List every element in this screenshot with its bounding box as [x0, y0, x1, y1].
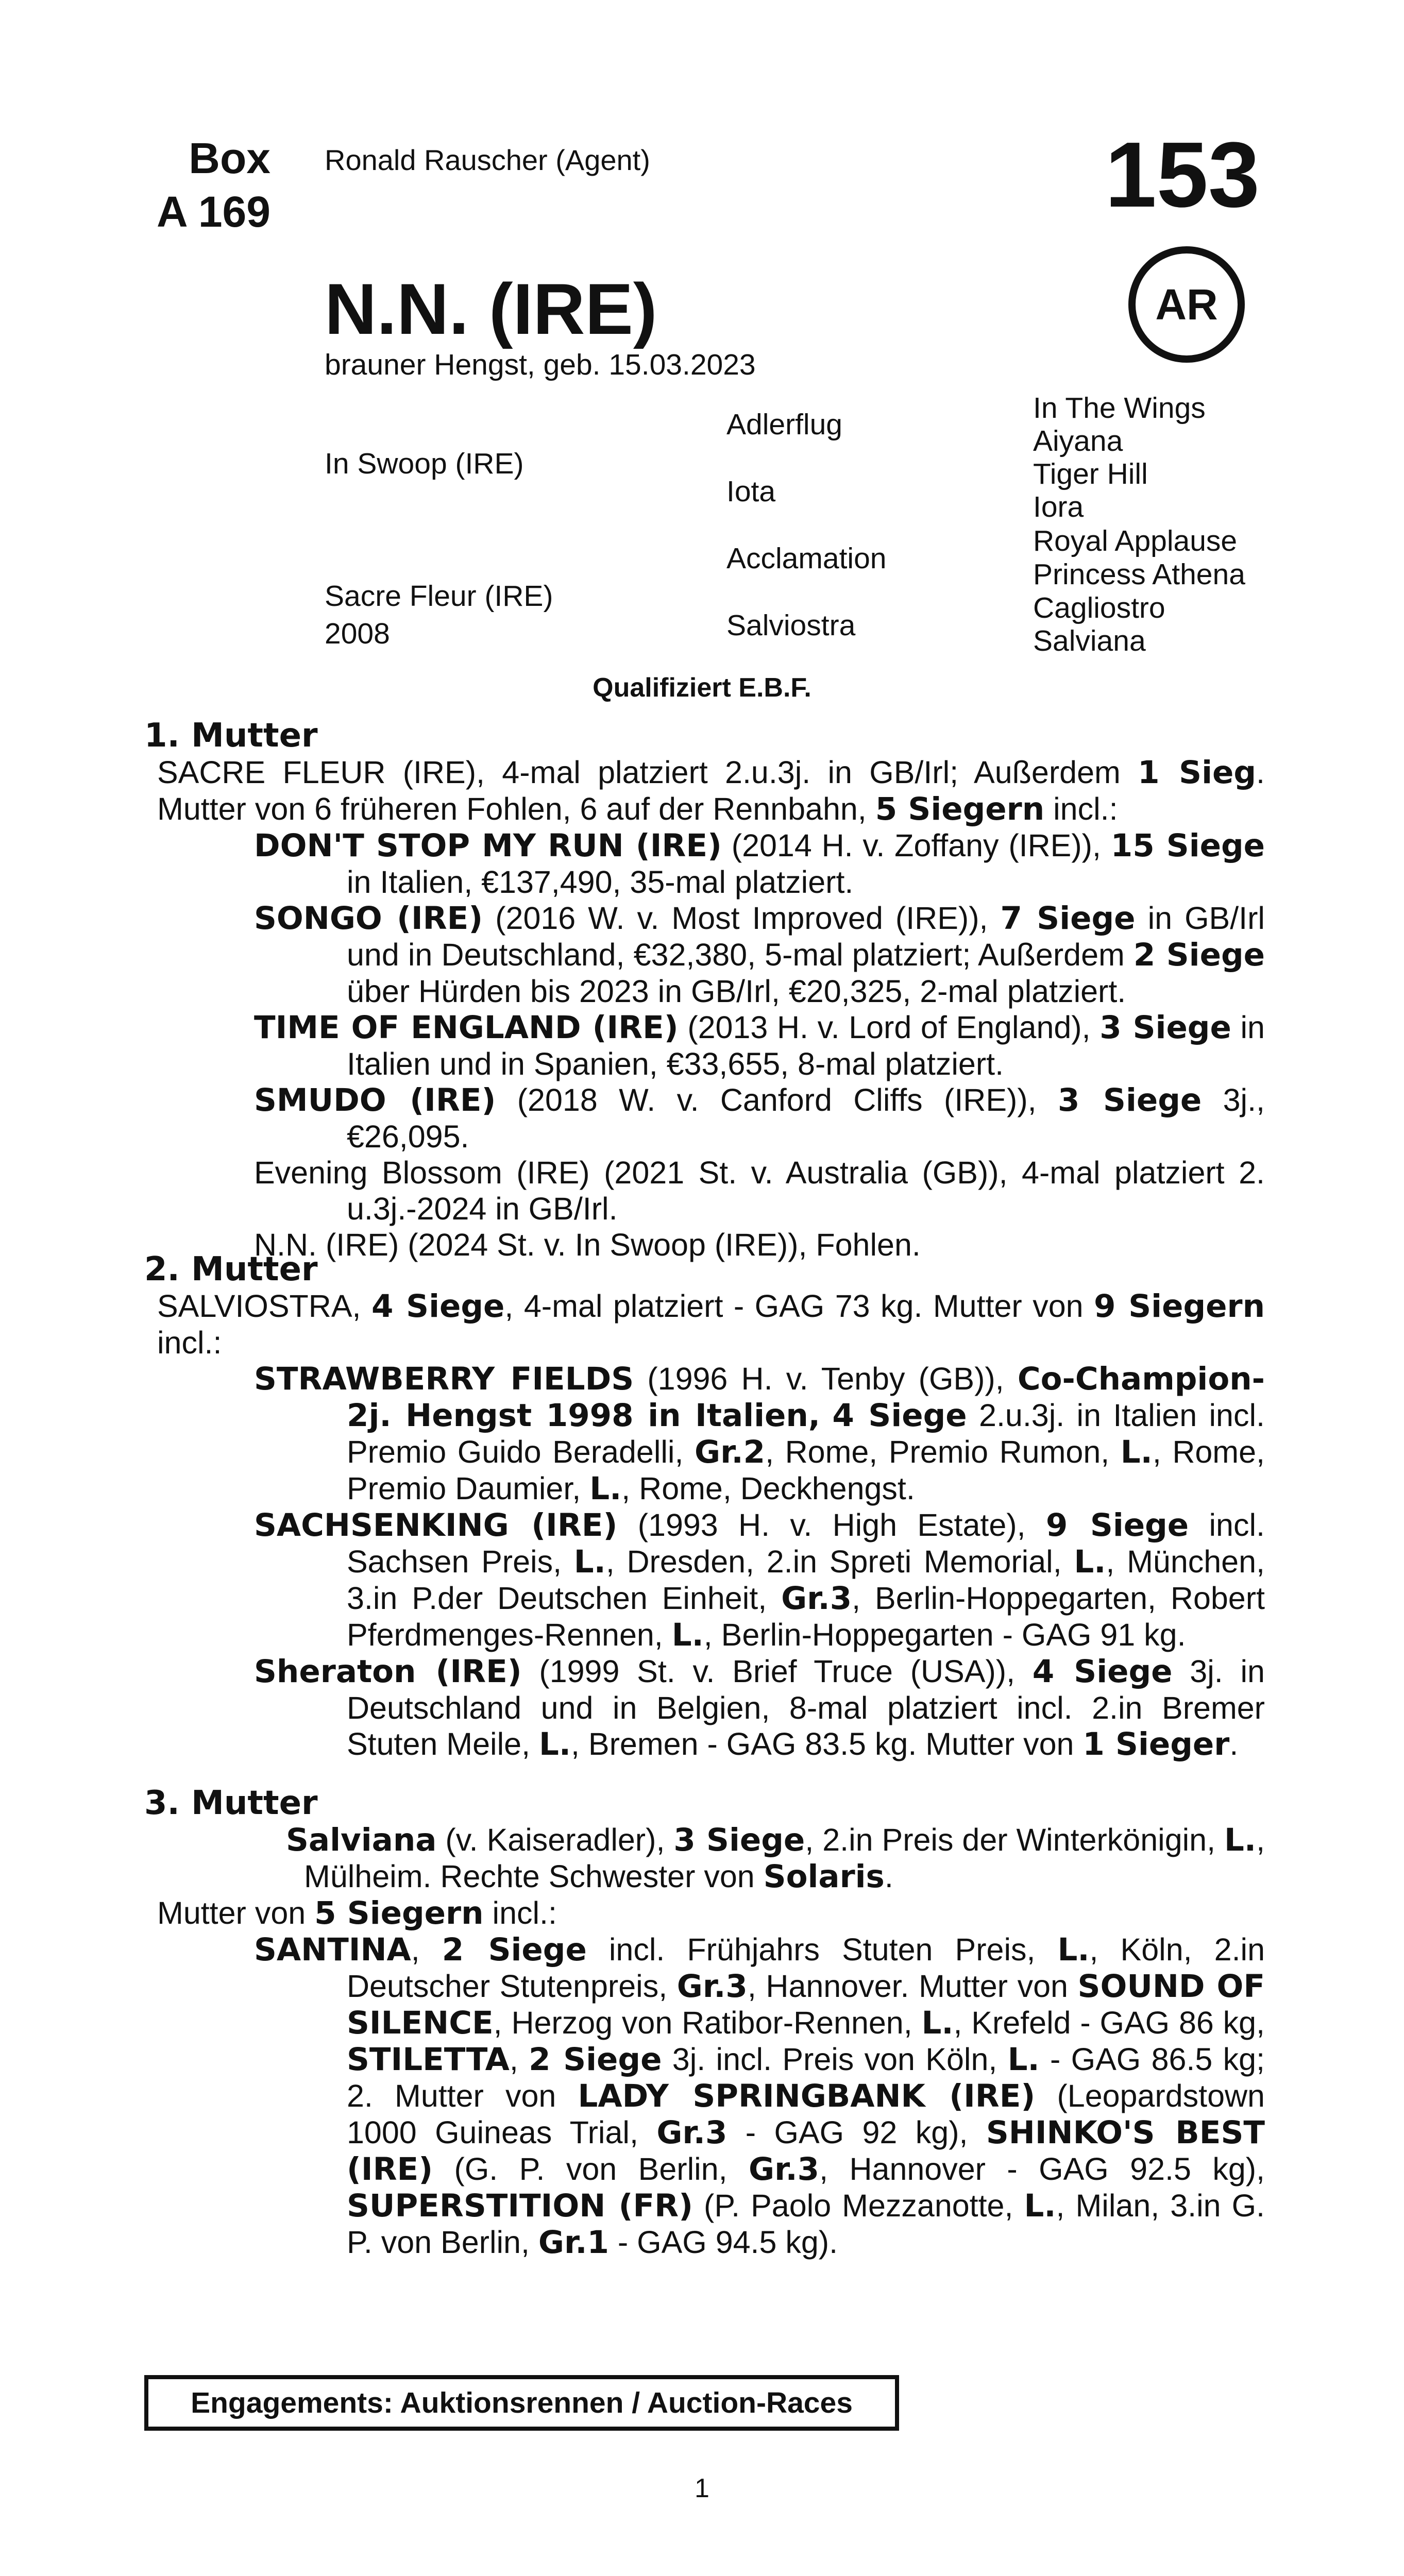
box-label	[129, 131, 270, 239]
foal-entry: STRAWBERRY FIELDS (1996 H. v. Tenby (GB)), Co-Champion-2j. Hengst 1998 in Italien, 4 Siege 2.u.3j. in Italien incl. Premio Guido Beradelli, Gr.2, Rome, Premio Rumon, L., Rome, Premio Daumier, L., Rome, Deckhengst.	[254, 1361, 1265, 1507]
pedigree-great-grandparent: Royal Applause	[1033, 524, 1238, 557]
horse-name: N.N. (IRE)	[325, 268, 657, 349]
foal-entry: SANTINA, 2 Siege incl. Frühjahrs Stuten Preis, L., Köln, 2.in Deutscher Stutenpreis, Gr.3, Hannover. Mutter von SOUND OF SILENCE, Herzog von Ratibor-Rennen, L., Krefeld - GAG 86 kg, STILETTA, 2 Siege 3j. incl. Preis von Köln, L. - GAG 86.5 kg; 2. Mutter von LADY SPRINGBANK (IRE) (Leopardstown 1000 Guineas Trial, Gr.3 - GAG 92 kg), SHINKO'S BEST (IRE) (G. P. von Berlin, Gr.3, Hannover - GAG 92.5 kg), SUPERSTITION (FR) (P. Paolo Mezzanotte, L., Milan, 3.in G. P. von Berlin, Gr.1 - GAG 94.5 kg).	[254, 1931, 1265, 2261]
pedigree-grandparent: Salviostra	[726, 609, 856, 642]
pedigree-grandparent: Adlerflug	[726, 408, 842, 441]
pedigree-great-grandparent: In The Wings	[1033, 392, 1206, 425]
foal-entry: SMUDO (IRE) (2018 W. v. Canford Cliffs (IRE)), 3 Siege 3j., €26,095.	[254, 1082, 1265, 1154]
foal-entry: TIME OF ENGLAND (IRE) (2013 H. v. Lord of England), 3 Siege in Italien und in Spanien, €33,655, 8-mal platziert.	[254, 1009, 1265, 1081]
section-heading: 3. Mutter	[144, 1784, 318, 1822]
foal-entry: SONGO (IRE) (2016 W. v. Most Improved (IRE)), 7 Siege in GB/Irl und in Deutschland, €32,380, 5-mal platziert; Außerdem 2 Siege über Hürden bis 2023 in GB/Irl, €20,325, 2-mal platziert.	[254, 900, 1265, 1009]
pedigree-grandparent: Iota	[726, 475, 776, 508]
agent-name: Ronald Rauscher (Agent)	[325, 144, 650, 176]
horse-description: brauner Hengst, geb. 15.03.2023	[325, 348, 756, 381]
box-label-text: Box	[189, 134, 270, 182]
foal-entry: SACHSENKING (IRE) (1993 H. v. High Estate), 9 Siege incl. Sachsen Preis, L., Dresden, 2.in Spreti Memorial, L., München, 3.in P.der Deutschen Einheit, Gr.3, Berlin-Hoppegarten, Robert Pferdmenges-Rennen, L., Berlin-Hoppegarten - GAG 91 kg.	[254, 1507, 1265, 1653]
foal-entry: DON'T STOP MY RUN (IRE) (2014 H. v. Zoffany (IRE)), 15 Siege in Italien, €137,490, 35-mal platziert.	[254, 827, 1265, 900]
lot-number: 153	[1105, 123, 1260, 227]
pedigree-sire: In Swoop (IRE)	[325, 447, 524, 480]
dam-intro: SACRE FLEUR (IRE), 4-mal platziert 2.u.3j. in GB/Irl; Außerdem 1 Sieg. Mutter von 6 früheren Fohlen, 6 auf der Rennbahn, 5 Siegern incl.:	[157, 754, 1265, 827]
dam-intro: Salviana (v. Kaiseradler), 3 Siege, 2.in Preis der Winterkönigin, L., Mülheim. Rechte Schwester von Solaris.	[286, 1822, 1265, 1895]
section-mutter-2	[144, 1251, 1265, 1762]
foal-entry: Evening Blossom (IRE) (2021 St. v. Australia (GB)), 4-mal platziert 2. u.3j.-2024 in GB/Irl.	[254, 1155, 1265, 1226]
dam-intro: SALVIOSTRA, 4 Siege, 4-mal platziert - GAG 73 kg. Mutter von 9 Siegern incl.:	[157, 1288, 1265, 1360]
qualification-note: Qualifiziert E.B.F.	[593, 673, 811, 703]
page-number: 1	[695, 2473, 709, 2503]
pedigree-great-grandparent: Princess Athena	[1033, 558, 1245, 591]
pedigree-great-grandparent: Cagliostro	[1033, 591, 1165, 624]
box-number: A 169	[156, 188, 270, 236]
pedigree-great-grandparent: Iora	[1033, 490, 1084, 523]
pedigree-dam-year: 2008	[325, 617, 390, 650]
section-mutter-1	[144, 717, 1265, 1263]
foal-entry: N.N. (IRE) (2024 St. v. In Swoop (IRE)), Fohlen.	[254, 1227, 921, 1262]
pedigree-dam: Sacre Fleur (IRE)	[325, 580, 553, 613]
foal-entry: Sheraton (IRE) (1999 St. v. Brief Truce (USA)), 4 Siege 3j. in Deutschland und in Belgien, 8-mal platziert incl. 2.in Bremer Stuten Meile, L., Bremen - GAG 83.5 kg. Mutter von 1 Sieger.	[254, 1653, 1265, 1762]
pedigree-grandparent: Acclamation	[726, 542, 887, 575]
dam-intro-2: Mutter von 5 Siegern incl.:	[157, 1895, 557, 1931]
engagements-box: Engagements: Auktionsrennen / Auction-Races	[144, 2375, 899, 2431]
pedigree-great-grandparent: Tiger Hill	[1033, 457, 1148, 490]
pedigree-great-grandparent: Salviana	[1033, 624, 1146, 657]
section-heading: 1. Mutter	[144, 717, 318, 755]
section-heading: 2. Mutter	[144, 1250, 318, 1289]
section-mutter-3	[144, 1785, 1265, 2261]
pedigree-great-grandparent: Aiyana	[1033, 425, 1123, 457]
ar-badge: AR	[1128, 246, 1245, 363]
